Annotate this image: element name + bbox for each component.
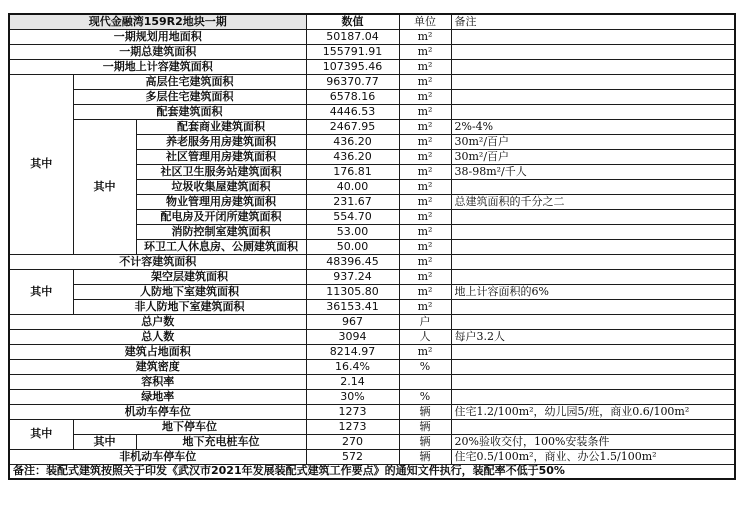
row-label: 垃圾收集屋建筑面积 [136,179,306,194]
row-value: 967 [306,314,399,329]
row-label: 社区卫生服务站建筑面积 [136,164,306,179]
row-label: 社区管理用房建筑面积 [136,149,306,164]
row-remark [451,59,735,74]
row-unit: m² [399,344,451,359]
row-label: 地下停车位 [73,419,306,434]
row-value: 1273 [306,419,399,434]
group-cell-level1: 其中 [9,74,73,254]
group-cell-level1: 其中 [9,419,73,449]
group-cell-level2: 其中 [73,434,136,449]
row-value: 2.14 [306,374,399,389]
row-label: 环卫工人休息房、公厕建筑面积 [136,239,306,254]
row-value: 436.20 [306,149,399,164]
row-label: 消防控制室建筑面积 [136,224,306,239]
row-unit: m² [399,59,451,74]
row-label: 建筑占地面积 [9,344,306,359]
row-remark [451,89,735,104]
row-unit: m² [399,44,451,59]
row-unit: m² [399,254,451,269]
row-remark [451,299,735,314]
table-row [9,374,735,389]
row-remark: 住宅0.5/100m²，商业、办公1.5/100m² [451,449,735,464]
row-remark [451,254,735,269]
table-footer-row [9,464,735,479]
row-label: 一期地上计容建筑面积 [9,59,306,74]
table-header-row [9,14,735,29]
row-label: 配电房及开闭所建筑面积 [136,209,306,224]
row-label: 总人数 [9,329,306,344]
row-label: 物业管理用房建筑面积 [136,194,306,209]
column-header-unit: 单位 [399,14,451,29]
row-unit: m² [399,194,451,209]
row-label: 人防地下室建筑面积 [73,284,306,299]
row-value: 3094 [306,329,399,344]
table-row [9,419,735,434]
row-remark [451,419,735,434]
row-unit: m² [399,119,451,134]
row-label: 配套建筑面积 [73,104,306,119]
row-remark: 30m²/百户 [451,134,735,149]
row-value: 30% [306,389,399,404]
row-unit: m² [399,89,451,104]
row-remark [451,104,735,119]
row-remark [451,224,735,239]
table-row [9,254,735,269]
row-remark [451,359,735,374]
row-value: 2467.95 [306,119,399,134]
row-unit: 辆 [399,449,451,464]
row-remark: 30m²/百户 [451,149,735,164]
row-unit: 人 [399,329,451,344]
row-value: 572 [306,449,399,464]
row-remark: 地上计容面积的6% [451,284,735,299]
row-remark: 每户3.2人 [451,329,735,344]
row-value: 270 [306,434,399,449]
table-row [9,269,735,284]
table-row [9,104,735,119]
row-label: 多层住宅建筑面积 [73,89,306,104]
row-value: 1273 [306,404,399,419]
row-unit: m² [399,29,451,44]
row-value: 176.81 [306,164,399,179]
table-row [9,59,735,74]
row-value: 4446.53 [306,104,399,119]
row-value: 50187.04 [306,29,399,44]
column-header-value: 数值 [306,14,399,29]
row-unit: m² [399,74,451,89]
row-value: 8214.97 [306,344,399,359]
row-remark [451,269,735,284]
row-unit: m² [399,164,451,179]
row-unit: m² [399,269,451,284]
row-value: 48396.45 [306,254,399,269]
table-row [9,314,735,329]
row-label: 绿地率 [9,389,306,404]
row-label: 架空层建筑面积 [73,269,306,284]
row-value: 554.70 [306,209,399,224]
row-label: 地下充电桩车位 [136,434,306,449]
row-unit: % [399,389,451,404]
row-remark [451,314,735,329]
table-row [9,434,735,449]
row-unit: m² [399,284,451,299]
row-value: 436.20 [306,134,399,149]
row-label: 非机动车停车位 [9,449,306,464]
column-header-remark: 备注 [451,14,735,29]
row-value: 53.00 [306,224,399,239]
row-remark: 2%-4% [451,119,735,134]
table-row [9,89,735,104]
table-row [9,29,735,44]
table-title: 现代金融湾159R2地块一期 [9,14,306,29]
row-unit: m² [399,239,451,254]
row-label: 不计容建筑面积 [9,254,306,269]
project-index-table [8,13,736,480]
table-row [9,359,735,374]
row-label: 总户数 [9,314,306,329]
row-value: 937.24 [306,269,399,284]
row-unit: m² [399,299,451,314]
row-remark: 住宅1.2/100m²，幼儿园5/班，商业0.6/100m² [451,404,735,419]
row-remark [451,74,735,89]
table-body [9,14,735,479]
row-remark [451,374,735,389]
row-value: 40.00 [306,179,399,194]
row-value: 155791.91 [306,44,399,59]
row-value: 50.00 [306,239,399,254]
row-value: 36153.41 [306,299,399,314]
row-remark [451,344,735,359]
table-row [9,404,735,419]
row-remark [451,209,735,224]
row-value: 16.4% [306,359,399,374]
row-label: 配套商业建筑面积 [136,119,306,134]
table-row [9,299,735,314]
table-row [9,449,735,464]
row-remark: 38-98m²/千人 [451,164,735,179]
row-unit: m² [399,209,451,224]
row-remark [451,29,735,44]
row-value: 107395.46 [306,59,399,74]
row-unit: 辆 [399,419,451,434]
row-remark [451,239,735,254]
row-value: 96370.77 [306,74,399,89]
row-unit: 辆 [399,404,451,419]
row-unit: 辆 [399,434,451,449]
row-remark [451,44,735,59]
row-label: 一期规划用地面积 [9,29,306,44]
group-cell-level1: 其中 [9,269,73,314]
row-unit: m² [399,149,451,164]
row-remark [451,389,735,404]
table-row [9,329,735,344]
row-remark: 总建筑面积的千分之二 [451,194,735,209]
table-row [9,344,735,359]
row-label: 一期总建筑面积 [9,44,306,59]
group-cell-level2: 其中 [73,119,136,254]
table-row [9,284,735,299]
row-label: 机动车停车位 [9,404,306,419]
row-unit [399,374,451,389]
row-remark [451,179,735,194]
row-value: 11305.80 [306,284,399,299]
table-row [9,44,735,59]
table-row [9,119,735,134]
row-label: 养老服务用房建筑面积 [136,134,306,149]
row-unit: m² [399,134,451,149]
row-unit: 户 [399,314,451,329]
row-value: 231.67 [306,194,399,209]
row-unit: m² [399,179,451,194]
table-row [9,74,735,89]
row-unit: % [399,359,451,374]
row-unit: m² [399,224,451,239]
table-footnote: 备注：装配式建筑按照关于印发《武汉市2021年发展装配式建筑工作要点》的通知文件执行，装配率不低于50% [9,464,735,479]
row-label: 建筑密度 [9,359,306,374]
row-value: 6578.16 [306,89,399,104]
row-label: 高层住宅建筑面积 [73,74,306,89]
row-label: 容积率 [9,374,306,389]
table-row [9,389,735,404]
row-remark: 20%验收交付，100%安装条件 [451,434,735,449]
row-unit: m² [399,104,451,119]
row-label: 非人防地下室建筑面积 [73,299,306,314]
